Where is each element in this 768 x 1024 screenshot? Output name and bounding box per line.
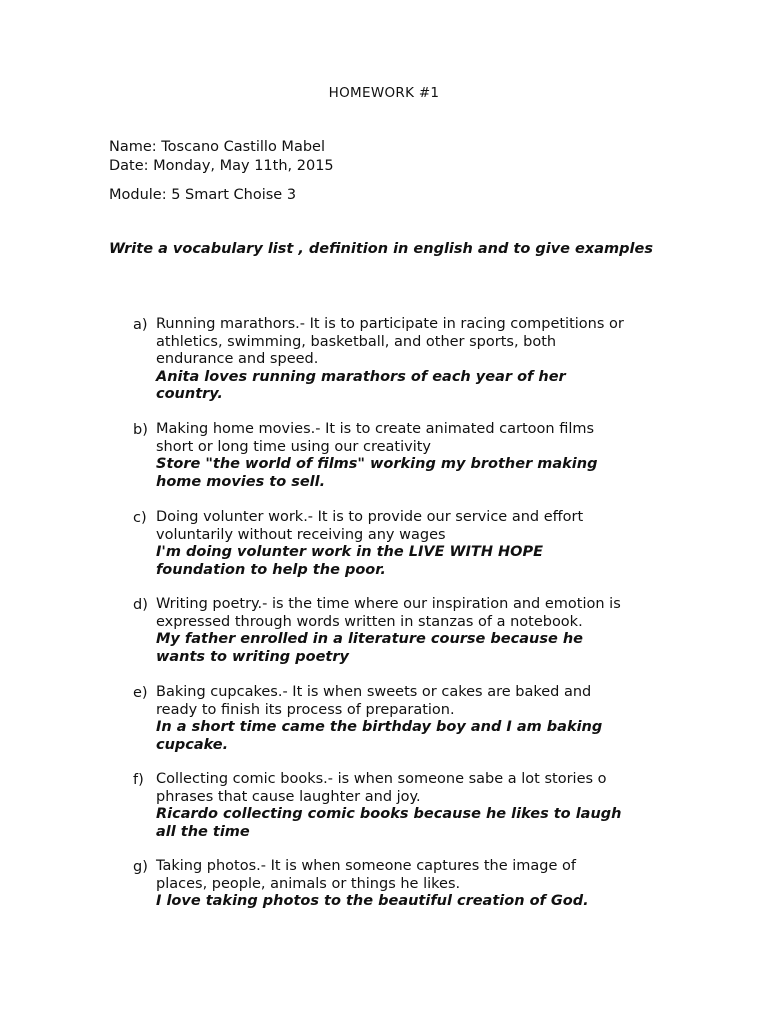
item-definition: Baking cupcakes.- It is when sweets or cakes are baked and ready to finish its process of preparation. xyxy=(156,684,592,718)
item-definition: Making home movies.- It is to create animated cartoon films short or long time using our creativity xyxy=(156,421,595,455)
item-example: My father enrolled in a literature course because he wants to writing poetry xyxy=(156,631,584,665)
item-letter: c) xyxy=(133,510,147,526)
item-example: Ricardo collecting comic books because he likes to laugh all the time xyxy=(156,806,622,840)
item-definition: Doing volunter work.- It is to provide our service and effort voluntarily without receiving any wages xyxy=(156,509,584,543)
item-example: In a short time came the birthday boy and I am baking cupcake. xyxy=(156,719,603,753)
item-letter: d) xyxy=(133,597,148,613)
assignment-date: Date: Monday, May 11th, 2015 xyxy=(109,158,334,174)
item-definition: Collecting comic books.- is when someone sabe a lot stories o phrases that cause laughter and joy. xyxy=(156,771,607,805)
item-example: I'm doing volunter work in the LIVE WITH HOPE foundation to help the poor. xyxy=(156,544,543,578)
item-example: Anita loves running marathors of each year of her country. xyxy=(156,368,566,402)
item-letter: e) xyxy=(133,685,148,701)
item-definition: Writing poetry.- is the time where our inspiration and emotion is expressed through words written in stanzas of a notebook. xyxy=(156,596,621,630)
item-letter: g) xyxy=(133,859,148,875)
item-definition: Taking photos.- It is when someone captures the image of places, people, animals or things he likes. xyxy=(156,858,577,892)
document-title: HOMEWORK #1 xyxy=(328,85,440,101)
item-letter: f) xyxy=(133,772,144,788)
item-example: Store "the world of films" working my brother making home movies to sell. xyxy=(156,456,598,490)
student-name: Name: Toscano Castillo Mabel xyxy=(109,139,325,155)
item-definition: Running marathors.- It is to participate in racing competitions or athletics, swimming, basketball, and other sports, both endurance and speed. xyxy=(156,316,624,367)
item-letter: a) xyxy=(133,317,148,333)
instruction-text: Write a vocabulary list , definition in english and to give examples xyxy=(109,241,653,257)
item-letter: b) xyxy=(133,422,148,438)
module-info: Module: 5 Smart Choise 3 xyxy=(109,187,297,203)
item-example: I love taking photos to the beautiful creation of God. xyxy=(156,893,589,909)
